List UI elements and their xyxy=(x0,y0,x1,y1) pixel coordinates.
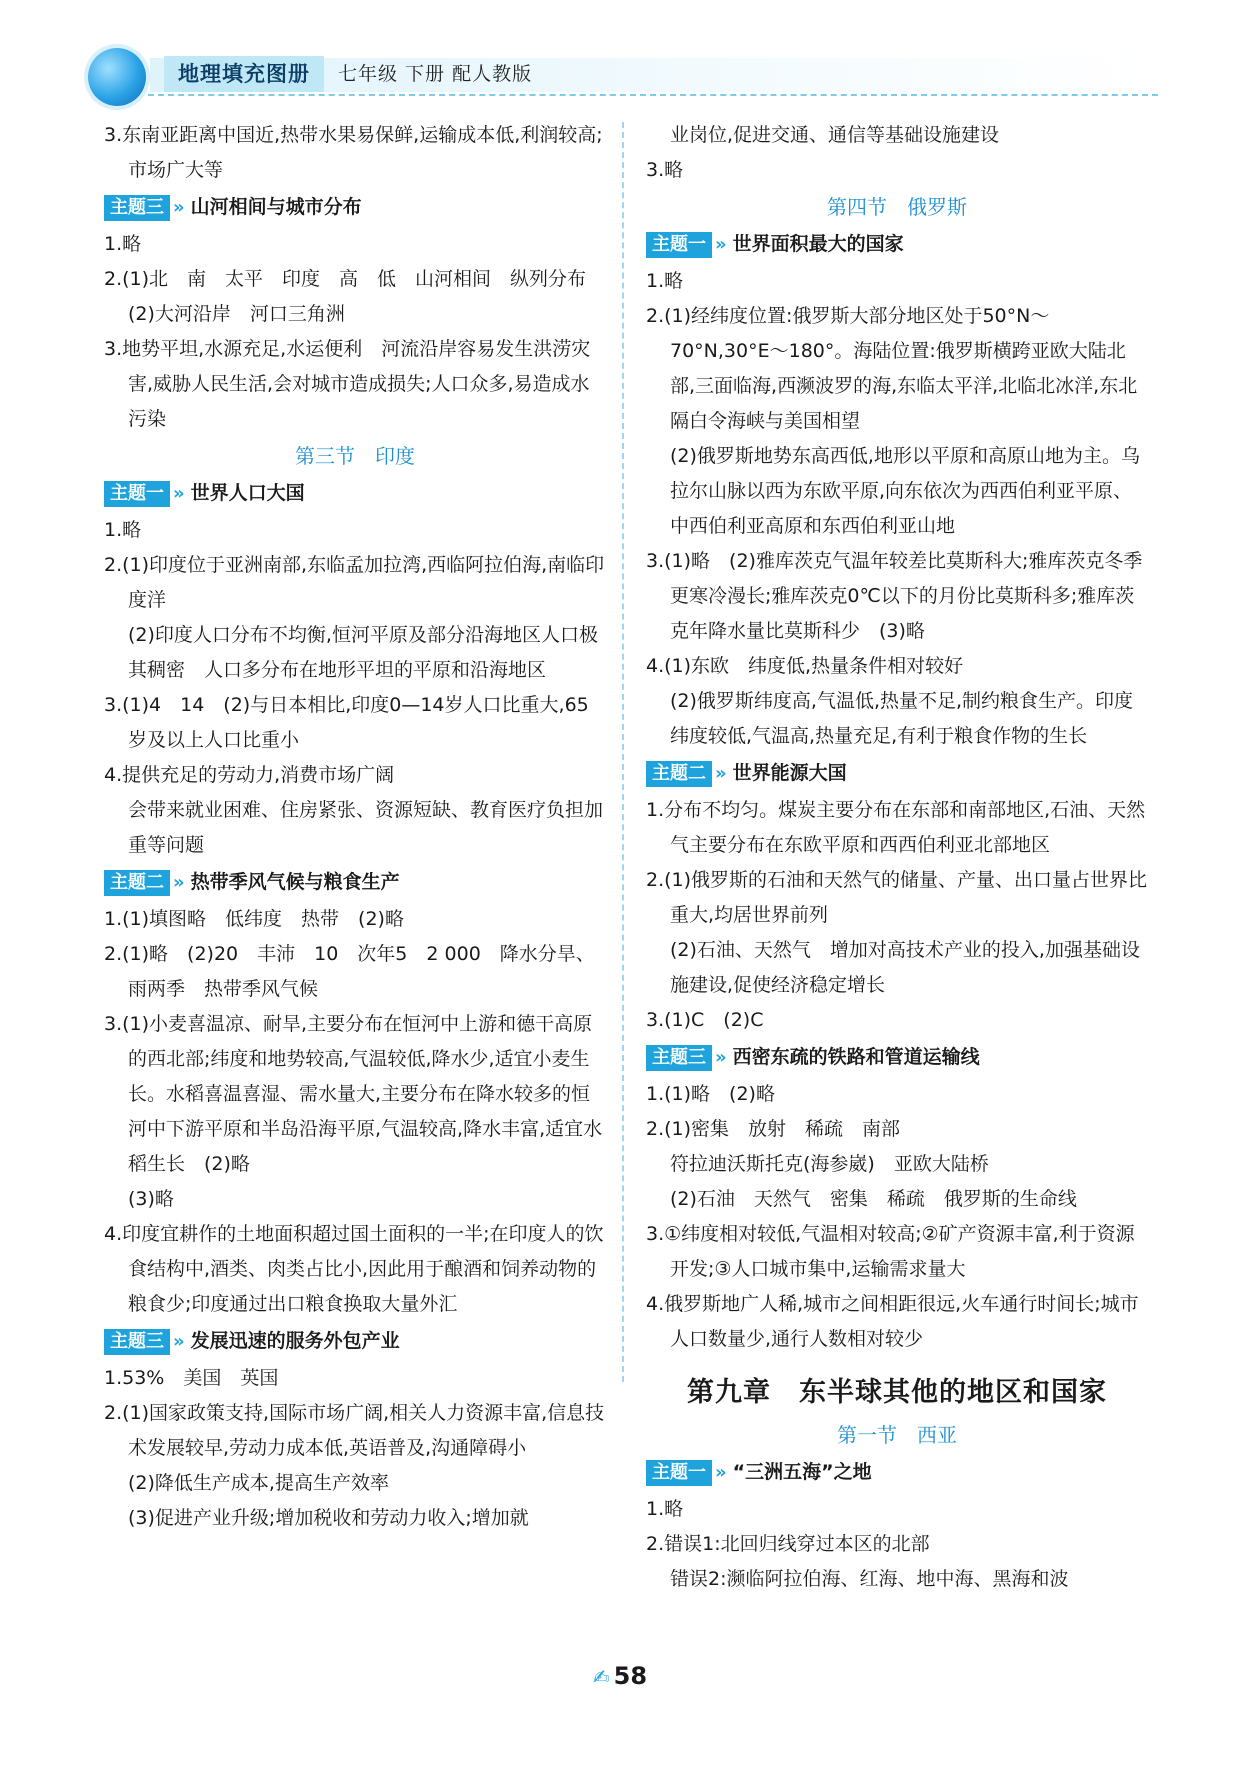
double-arrow-icon: » xyxy=(173,197,185,218)
answer-line: 1.略 xyxy=(104,519,142,541)
answer-line: 3.地势平坦,水源充足,水运便利 河流沿岸容易发生洪涝灾害,威胁人民生活,会对城市造成损失;人口众多,易造成水污染 xyxy=(104,338,591,430)
page-number-text: 58 xyxy=(613,1662,648,1690)
topic-heading xyxy=(646,756,1148,791)
answer-line: 4.提供充足的劳动力,消费市场广阔 xyxy=(104,764,395,786)
answer-line: (3)略 xyxy=(128,1188,174,1210)
answer-line: 3.(1)略 (2)雅库茨克气温年较差比莫斯科大;雅库茨克冬季更寒冷漫长;雅库茨克0℃以下的月份比莫斯科多;雅库茨克年降水量比莫斯科少 (3)略 xyxy=(646,550,1143,642)
answer-line: 2.(1)略 (2)20 丰沛 10 次年5 2 000 降水分旱、雨两季 热带季风气候 xyxy=(104,943,595,1000)
answer-line: 会带来就业困难、住房紧张、资源短缺、教育医疗负担加重等问题 xyxy=(128,799,604,856)
page-header xyxy=(88,44,1158,100)
topic-heading xyxy=(646,227,1148,262)
double-arrow-icon: » xyxy=(715,763,727,784)
globe-icon xyxy=(88,48,146,106)
answer-line: (3)促进产业升级;增加税收和劳动力收入;增加就 xyxy=(128,1507,529,1529)
double-arrow-icon: » xyxy=(715,1462,727,1483)
section-title: 第一节 西亚 xyxy=(837,1423,957,1447)
answer-line: (2)印度人口分布不均衡,恒河平原及部分沿海地区人口极其稠密 人口多分布在地形平坦的平原和沿海地区 xyxy=(128,624,598,681)
answer-line: (2)石油、天然气 增加对高技术产业的投入,加强基础设施建设,促使经济稳定增长 xyxy=(670,939,1140,996)
answer-line: 2.(1)印度位于亚洲南部,东临孟加拉湾,西临阿拉伯海,南临印度洋 xyxy=(104,554,605,611)
answer-line: 3.(1)4 14 (2)与日本相比,印度0—14岁人口比重大,65岁及以上人口比重小 xyxy=(104,694,589,751)
topic-tag: 主题三 xyxy=(646,1045,712,1071)
topic-tag: 主题一 xyxy=(104,481,170,507)
topic-heading xyxy=(104,190,606,225)
double-arrow-icon: » xyxy=(715,234,727,255)
topic-name: 世界能源大国 xyxy=(732,762,847,784)
topic-tag: 主题一 xyxy=(646,1460,712,1486)
answer-line: 3.(1)C (2)C xyxy=(646,1009,764,1031)
section-title: 第三节 印度 xyxy=(295,444,415,468)
double-arrow-icon: » xyxy=(715,1047,727,1068)
answer-line: 3.略 xyxy=(646,159,684,181)
topic-tag: 主题三 xyxy=(104,195,170,221)
answer-line: 2.(1)北 南 太平 印度 高 低 山河相间 纵列分布 (2)大河沿岸 河口三角洲 xyxy=(104,268,606,325)
topic-tag: 主题二 xyxy=(104,870,170,896)
double-arrow-icon: » xyxy=(173,872,185,893)
topic-name: “三洲五海”之地 xyxy=(732,1461,872,1483)
answer-line: 1.53% 美国 英国 xyxy=(104,1367,279,1389)
left-column xyxy=(104,118,606,1536)
double-arrow-icon: » xyxy=(173,483,185,504)
answer-line: 2.(1)俄罗斯的石油和天然气的储量、产量、出口量占世界比重大,均居世界前列 xyxy=(646,869,1148,926)
topic-heading xyxy=(104,1324,606,1359)
answer-line: 1.略 xyxy=(646,1498,684,1520)
chapter-title: 第九章 东半球其他的地区和国家 xyxy=(687,1377,1107,1408)
header-divider xyxy=(148,94,1158,96)
topic-name: 世界人口大国 xyxy=(190,482,305,504)
right-column xyxy=(646,118,1148,1597)
answer-line: 1.(1)略 (2)略 xyxy=(646,1083,775,1105)
answer-line: 3.①纬度相对较低,气温相对较高;②矿产资源丰富,利于资源开发;③人口城市集中,运输需求量大 xyxy=(646,1223,1135,1280)
answer-line: 2.(1)经纬度位置:俄罗斯大部分地区处于50°N～70°N,30°E～180°。海陆位置:俄罗斯横跨亚欧大陆北部,三面临海,西濒波罗的海,东临太平洋,北临北冰洋,东北隔白令海峡与美国相望 xyxy=(646,305,1138,432)
topic-heading xyxy=(646,1455,1148,1490)
section-title: 第四节 俄罗斯 xyxy=(827,195,967,219)
topic-heading xyxy=(104,476,606,511)
topic-name: 山河相间与城市分布 xyxy=(190,196,362,218)
answer-line: 符拉迪沃斯托克(海参崴) 亚欧大陆桥 xyxy=(670,1153,989,1175)
topic-heading xyxy=(646,1040,1148,1075)
answer-line: 业岗位,促进交通、通信等基础设施建设 xyxy=(670,124,1000,146)
topic-name: 世界面积最大的国家 xyxy=(732,233,904,255)
answer-line: 4.印度宜耕作的土地面积超过国土面积的一半;在印度人的饮食结构中,酒类、肉类占比小,因此用于酿酒和饲养动物的粮食少;印度通过出口粮食换取大量外汇 xyxy=(104,1223,604,1315)
answer-line: 错误2:濒临阿拉伯海、红海、地中海、黑海和波 xyxy=(670,1568,1069,1590)
answer-line: 2.(1)国家政策支持,国际市场广阔,相关人力资源丰富,信息技术发展较早,劳动力成本低,英语普及,沟通障碍小 xyxy=(104,1402,605,1459)
answer-line: 1.(1)填图略 低纬度 热带 (2)略 xyxy=(104,908,404,930)
book-icon: ✍ xyxy=(592,1665,610,1689)
answer-line: 2.(1)密集 放射 稀疏 南部 xyxy=(646,1118,901,1140)
answer-line: 3.(1)小麦喜温凉、耐旱,主要分布在恒河中上游和德干高原的西北部;纬度和地势较高,气温较低,降水少,适宜小麦生长。水稻喜温喜湿、需水量大,主要分布在降水较多的恒河中下游平原和半岛沿海平原,气温较高,降水丰富,适宜水稻生长 (2)略 xyxy=(104,1013,603,1175)
answer-line: 1.分布不均匀。煤炭主要分布在东部和南部地区,石油、天然气主要分布在东欧平原和西西伯利亚北部地区 xyxy=(646,799,1146,856)
page-number xyxy=(560,1662,680,1690)
topic-name: 发展迅速的服务外包产业 xyxy=(190,1330,400,1352)
topic-tag: 主题三 xyxy=(104,1329,170,1355)
answer-line: (2)石油 天然气 密集 稀疏 俄罗斯的生命线 xyxy=(670,1188,1077,1210)
answer-line: (2)俄罗斯纬度高,气温低,热量不足,制约粮食生产。印度纬度较低,气温高,热量充足,有利于粮食作物的生长 xyxy=(670,690,1134,747)
answer-line: (2)降低生产成本,提高生产效率 xyxy=(128,1472,389,1494)
answer-line: (2)俄罗斯地势东高西低,地形以平原和高原山地为主。乌拉尔山脉以西为东欧平原,向东依次为西西伯利亚平原、中西伯利亚高原和东西伯利亚山地 xyxy=(670,445,1140,537)
answer-line: 1.略 xyxy=(646,270,684,292)
answer-line: 3.东南亚距离中国近,热带水果易保鲜,运输成本低,利润较高;市场广大等 xyxy=(104,124,603,181)
answer-line: 2.错误1:北回归线穿过本区的北部 xyxy=(646,1533,930,1555)
book-title: 地理填充图册 xyxy=(164,56,324,92)
topic-tag: 主题二 xyxy=(646,761,712,787)
topic-name: 西密东疏的铁路和管道运输线 xyxy=(732,1046,980,1068)
answer-line: 4.(1)东欧 纬度低,热量条件相对较好 xyxy=(646,655,964,677)
double-arrow-icon: » xyxy=(173,1331,185,1352)
topic-name: 热带季风气候与粮食生产 xyxy=(190,871,400,893)
answer-line: 4.俄罗斯地广人稀,城市之间相距很远,火车通行时间长;城市人口数量少,通行人数相对较少 xyxy=(646,1293,1139,1350)
topic-tag: 主题一 xyxy=(646,232,712,258)
book-subtitle: 七年级 下册 配人教版 xyxy=(338,63,533,85)
answer-line: 1.略 xyxy=(104,233,142,255)
column-divider xyxy=(622,122,624,1382)
topic-heading xyxy=(104,865,606,900)
